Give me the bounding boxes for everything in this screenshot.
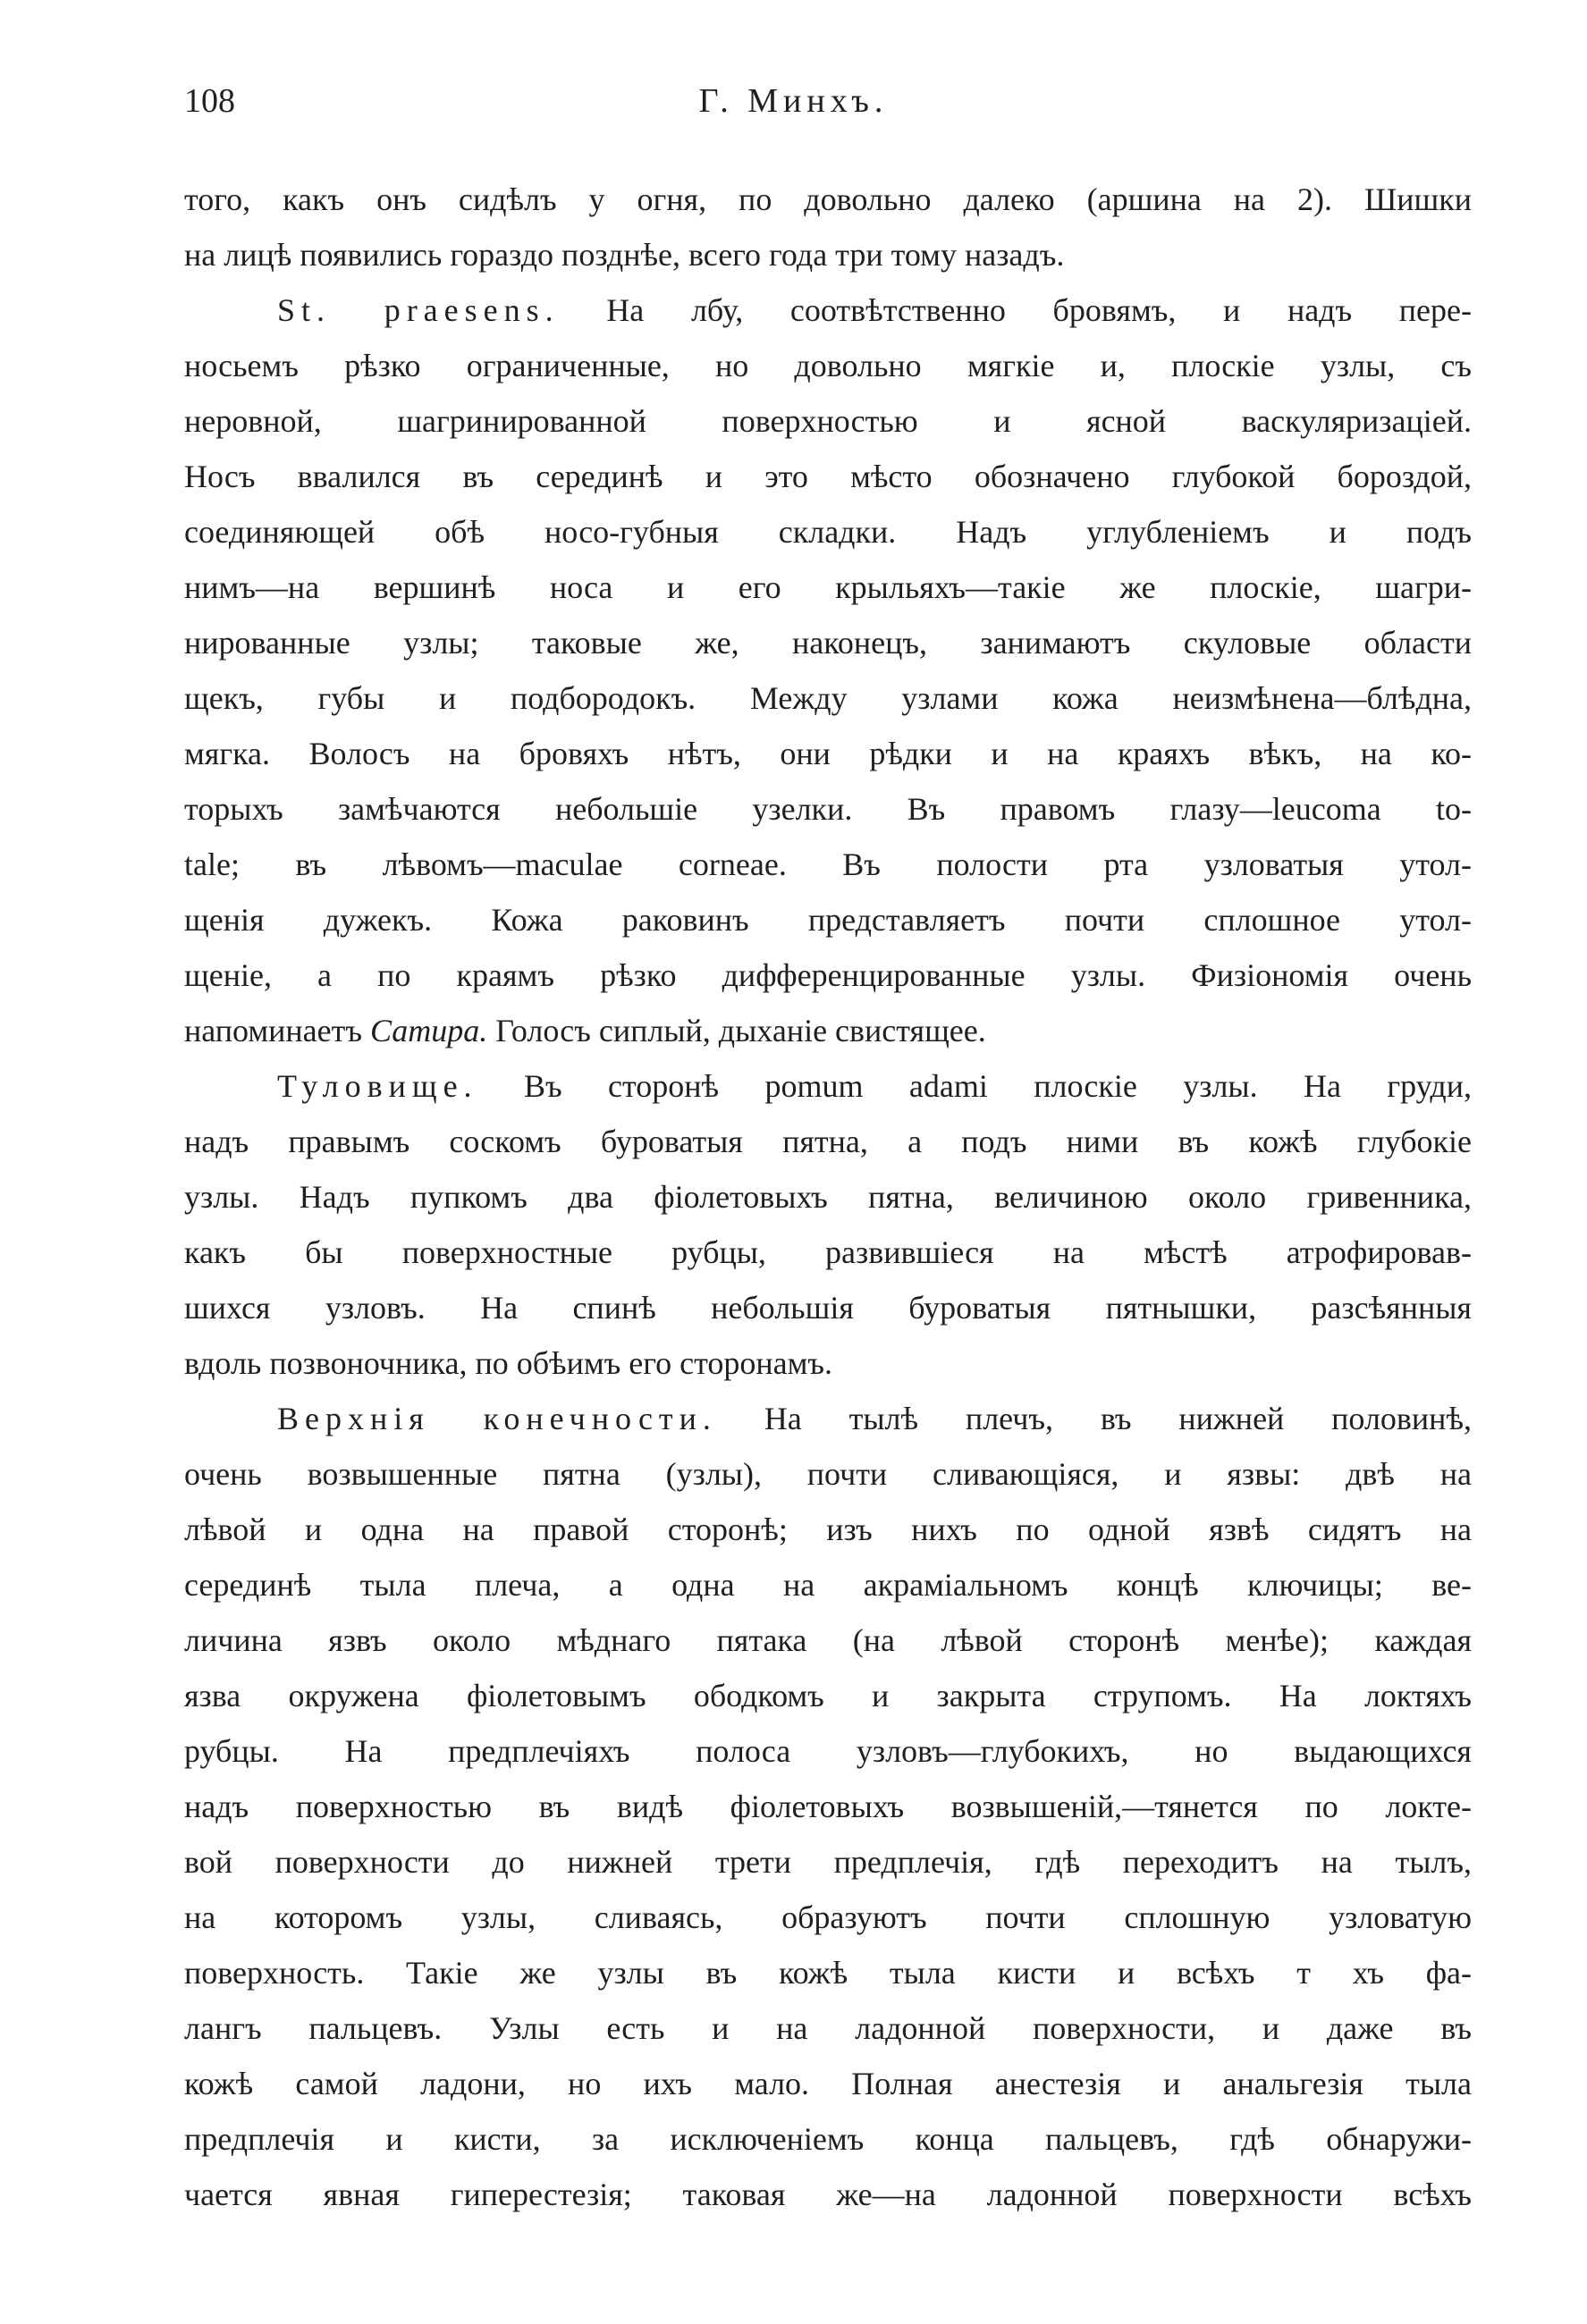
text-line: щенія дужекъ. Кожа раковинъ представляетъ почти сплошное утол- [184,902,1472,938]
line-rest: На тылѣ плечъ, въ нижней половинѣ, [716,1401,1472,1436]
text-line: очень возвышенные пятна (узлы), почти сливающіяся, и язвы: двѣ на [184,1456,1472,1492]
text-line: на которомъ узлы, сливаясь, образуютъ почти сплошную узловатую [184,1899,1472,1935]
text-line: язва окружена фіолетовымъ ободкомъ и закрыта струпомъ. На локтяхъ [184,1678,1472,1714]
text-line: чается явная гиперестезія; таковая же—на ладонной поверхности всѣхъ [184,2177,1472,2212]
text-line: надъ поверхностью въ видѣ фіолетовыхъ возвышеній,—тянется по локте- [184,1789,1472,1824]
text-line: узлы. Надъ пупкомъ два фіолетовыхъ пятна, величиною около гривенника, [184,1179,1472,1215]
text-line: предплечія и кисти, за исключеніемъ конца пальцевъ, гдѣ обнаружи- [184,2121,1472,2157]
line-part: Голосъ сиплый, дыханіе свистящее. [487,1013,986,1048]
text-line: вой поверхности до нижней трети предплечія, гдѣ переходитъ на тылъ, [184,1844,1472,1880]
text-line: какъ бы поверхностные рубцы, развившіеся на мѣстѣ атрофировав- [184,1234,1472,1270]
text-line: лѣвой и одна на правой сторонѣ; изъ нихъ по одной язвѣ сидятъ на [184,1511,1472,1547]
text-line: носьемъ рѣзко ограниченные, но довольно мягкіе и, плоскіе узлы, съ [184,348,1472,383]
text-line: торыхъ замѣчаются небольшіе узелки. Въ правомъ глазу—leucoma to- [184,791,1472,827]
text-line: поверхность. Такіе же узлы въ кожѣ тыла кисти и всѣхъ т хъ фа- [184,1955,1472,1991]
italic-term: Сатира. [369,1013,488,1048]
text-line: Носъ ввалился въ серединѣ и это мѣсто обозначено глубокой бороздой, [184,459,1472,494]
line-rest: Въ сторонѣ pomum adami плоскіе узлы. На груди, [477,1068,1472,1104]
text-line: нированные узлы; таковые же, наконецъ, занимаютъ скуловые области [184,625,1472,661]
text-line: мягка. Волосъ на бровяхъ нѣтъ, они рѣдки и на краяхъ вѣкъ, на ко- [184,736,1472,771]
line-part: напоминаетъ [184,1013,370,1048]
paragraph-upper-limbs [184,1391,1472,2222]
line-rest: На лбу, соотвѣтственно бровямъ, и надъ пере- [559,292,1472,328]
text-line [184,1391,1472,1446]
paragraph-status-praesens [184,282,1472,1058]
running-title: Г. Минхъ. [698,82,889,120]
text-line: соединяющей обѣ носо-губныя складки. Надъ углубленіемъ и подъ [184,514,1472,550]
text-line: рубцы. На предплечіяхъ полоса узловъ—глубокихъ, но выдающихся [184,1733,1472,1769]
section-lead: St. praesens. [277,292,560,328]
text-line: шихся узловъ. На спинѣ небольшія буроватыя пятнышки, разсѣянныя [184,1290,1472,1326]
section-lead: Верхнія конечности. [277,1401,717,1436]
text-line: вдоль позвоночника, по обѣимъ его сторонамъ. [184,1345,832,1381]
text-line: нимъ—на вершинѣ носа и его крыльяхъ—такіе же плоскіе, шагри- [184,569,1472,605]
text-line: серединѣ тыла плеча, а одна на акраміальномъ концѣ ключицы; ве- [184,1567,1472,1603]
text-line: неровной, шагринированной поверхностью и ясной васкуляризаціей. [184,403,1472,439]
paragraph-history-end [184,172,1472,282]
text-line: щекъ, губы и подбородокъ. Между узлами кожа неизмѣнена—блѣдна, [184,680,1472,716]
text-line [184,282,1472,338]
text-line: лангъ пальцевъ. Узлы есть и на ладонной поверхности, и даже въ [184,2010,1472,2046]
text-line: личина язвъ около мѣднаго пятака (на лѣвой сторонѣ менѣе); каждая [184,1622,1472,1658]
page-number: 108 [184,82,235,120]
page-body [184,172,1472,2222]
text-line: щеніе, а по краямъ рѣзко дифференцированные узлы. Физіономія очень [184,957,1472,993]
text-line [184,1058,1472,1114]
paragraph-trunk [184,1058,1472,1391]
section-lead: Туловище. [277,1068,478,1104]
text-line: надъ правымъ соскомъ буроватыя пятна, а подъ ними въ кожѣ глубокіе [184,1124,1472,1159]
text-line [184,1003,1472,1058]
text-line: tale; въ лѣвомъ—maculae corneae. Въ полости рта узловатыя утол- [184,846,1472,882]
text-line: того, какъ онъ сидѣлъ у огня, по довольно далеко (аршина на 2). Шишки [184,181,1472,217]
text-line: кожѣ самой ладони, но ихъ мало. Полная анестезія и анальгезія тыла [184,2066,1472,2101]
text-line: на лицѣ появились гораздо позднѣе, всего года три тому назадъ. [184,237,1065,273]
